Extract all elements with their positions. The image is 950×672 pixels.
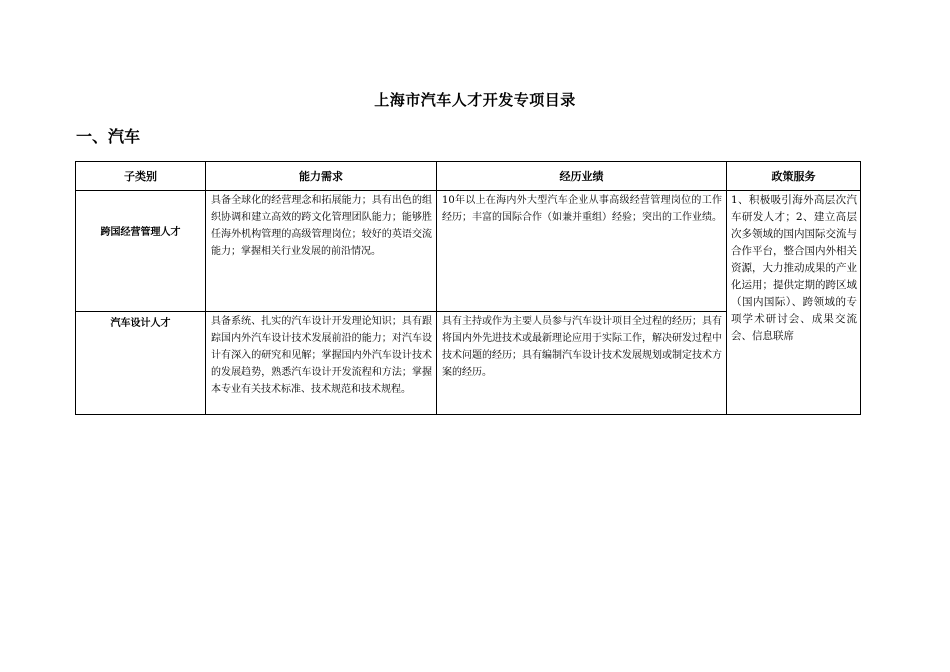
- section-heading: 一、汽车: [76, 127, 141, 146]
- document-title: 上海市汽车人才开发专项目录: [374, 91, 576, 109]
- experience-text: 10年以上在海内外大型汽车企业从事高级经营管理岗位的工作经历；丰富的国际合作（如兼并重组）经验；突出的工作业绩。: [442, 195, 722, 223]
- talent-catalog-table: [75, 161, 861, 415]
- ability-cell: [206, 312, 437, 415]
- experience-cell: [437, 312, 727, 415]
- header-ability-requirement: 能力需求: [206, 162, 437, 191]
- ability-text: 具备系统、扎实的汽车设计开发理论知识；具有跟踪国内外汽车设计技术发展前沿的能力；对汽车设计有深入的研究和见解；掌握国内外汽车设计技术的发展趋势，熟悉汽车设计开发流程和方法；掌握本专业有关技术标准、技术规范和技术规程。: [211, 316, 432, 395]
- table-row: [76, 191, 861, 312]
- experience-text: 具有主持或作为主要人员参与汽车设计项目全过程的经历；具有将国内外先进技术或最新理论应用于实际工作，解决研发过程中技术问题的经历；具有编制汽车设计技术发展规划或制定技术方案的经历。: [442, 316, 722, 378]
- table-header-row: [76, 162, 861, 191]
- header-policy-service: 政策服务: [727, 162, 861, 191]
- header-experience-performance: 经历业绩: [437, 162, 727, 191]
- ability-text: 具备全球化的经营理念和拓展能力；具有出色的组织协调和建立高效的跨文化管理团队能力；能够胜任海外机构管理的高级管理岗位；较好的英语交流能力；掌握相关行业发展的前沿情况。: [211, 195, 432, 257]
- row-category-label: 汽车设计人才: [76, 312, 206, 415]
- row-category-label: 跨国经营管理人才: [76, 191, 206, 312]
- header-subcategory: 子类别: [76, 162, 206, 191]
- policy-cell: [727, 191, 861, 415]
- policy-text: 1、积极吸引海外高层次汽车研发人才；2、建立高层次多领域的国内国际交流与合作平台，整合国内外相关资源，大力推动成果的产业化运用；提供定期的跨区域（国内国际）、跨领域的专项学术研讨会、成果交流会、信息联席: [731, 194, 857, 342]
- ability-cell: [206, 191, 437, 312]
- experience-cell: [437, 191, 727, 312]
